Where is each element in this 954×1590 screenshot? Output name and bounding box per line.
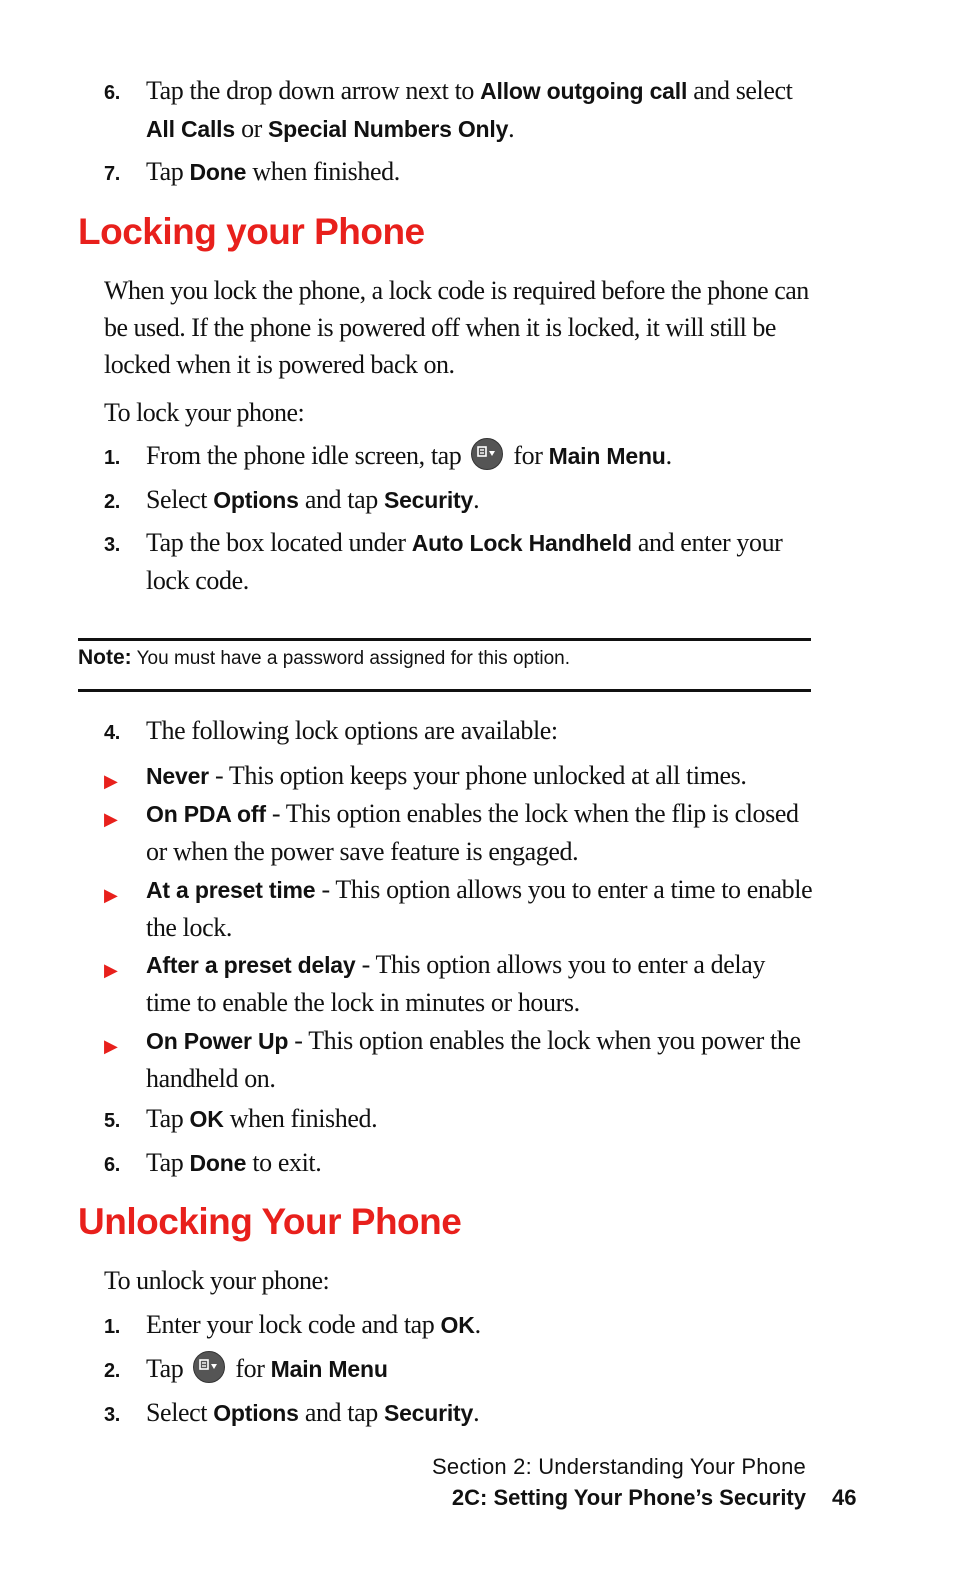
keyword-security: Security xyxy=(383,1400,474,1426)
step-number: 4. xyxy=(104,722,120,744)
step-number: 2. xyxy=(104,1360,120,1382)
lock-step-3: 3. Tap the box located under Auto Lock Handheld and enter your lock code. xyxy=(104,528,783,595)
unlocking-lead: To unlock your phone: xyxy=(104,1266,330,1295)
step-7-done: 7. Tap Done when finished. xyxy=(104,153,814,191)
note-bottom-rule xyxy=(78,689,811,692)
unlock-step-1: 1. Enter your lock code and tap OK. xyxy=(104,1306,814,1344)
locking-intro: When you lock the phone, a lock code is required before the phone can be used. If the phone is powered off when it is locked, it will still be locked when it is powered back on. xyxy=(104,276,809,379)
keyword-options: Options xyxy=(213,487,299,513)
triangle-right-icon: ▶ xyxy=(104,885,118,906)
keyword-all-calls: All Calls xyxy=(146,116,235,142)
triangle-right-icon: ▶ xyxy=(104,771,118,792)
step-6-allow-outgoing: 6. Tap the drop down arrow next to Allow outgoing call and select All Calls or Special Numbers Only. xyxy=(104,76,793,143)
keyword-options: Options xyxy=(213,1400,299,1426)
lock-step-2: 2. Select Options and tap Security. xyxy=(104,481,814,519)
step-number: 6. xyxy=(104,82,120,104)
option-on-power-up: ▶ On Power Up - This option enables the lock when you power the handheld on. xyxy=(104,1026,801,1093)
step-number: 3. xyxy=(104,534,120,556)
keyword-security: Security xyxy=(383,487,474,513)
triangle-right-icon: ▶ xyxy=(104,1036,118,1057)
page-number: 46 xyxy=(832,1485,857,1510)
keyword-allow-outgoing-call: Allow outgoing call xyxy=(480,78,688,104)
locking-lead: To lock your phone: xyxy=(104,398,305,427)
step-number: 6. xyxy=(104,1154,120,1176)
lock-step-6: 6. Tap Done to exit. xyxy=(104,1144,814,1182)
step-number: 7. xyxy=(104,163,120,185)
lock-step-1: 1. From the phone idle screen, tap for Main Menu. xyxy=(104,437,814,475)
keyword-auto-lock-handheld: Auto Lock Handheld xyxy=(411,530,632,556)
step-number: 2. xyxy=(104,491,120,513)
footer-section: Section 2: Understanding Your Phone xyxy=(432,1454,806,1479)
keyword-main-menu: Main Menu xyxy=(270,1356,388,1382)
step-number: 1. xyxy=(104,1316,120,1338)
option-never: ▶ Never - This option keeps your phone unlocked at all times. xyxy=(104,757,814,795)
heading-unlocking-your-phone: Unlocking Your Phone xyxy=(78,1201,462,1242)
keyword-special-numbers-only: Special Numbers Only xyxy=(268,116,509,142)
keyword-main-menu: Main Menu xyxy=(548,443,666,469)
footer-chapter: 2C: Setting Your Phone’s Security xyxy=(451,1485,806,1510)
main-menu-icon xyxy=(193,1351,225,1383)
lock-step-5: 5. Tap OK when finished. xyxy=(104,1100,814,1138)
unlock-step-2: 2. Tap for Main Menu xyxy=(104,1350,814,1388)
keyword-done: Done xyxy=(189,1150,247,1176)
note-label: Note: xyxy=(78,646,132,669)
option-after-preset-delay: ▶ After a preset delay - This option allows you to enter a delay time to enable the lock in minutes or hours. xyxy=(104,950,765,1017)
lock-step-4: 4. The following lock options are available: xyxy=(104,712,814,750)
option-at-preset-time: ▶ At a preset time - This option allows you to enter a time to enable the lock. xyxy=(104,875,813,942)
main-menu-icon xyxy=(471,438,503,470)
keyword-ok: OK xyxy=(440,1312,475,1338)
keyword-ok: OK xyxy=(189,1106,224,1132)
note xyxy=(78,646,811,670)
keyword-done: Done xyxy=(189,159,247,185)
note-top-rule xyxy=(78,638,811,641)
unlock-step-3: 3. Select Options and tap Security. xyxy=(104,1394,814,1432)
option-on-pda-off: ▶ On PDA off - This option enables the lock when the flip is closed or when the power save feature is engaged. xyxy=(104,799,799,866)
step-number: 3. xyxy=(104,1404,120,1426)
note-text: You must have a password assigned for this option. xyxy=(131,648,570,669)
heading-locking-your-phone: Locking your Phone xyxy=(78,211,425,252)
step-number: 1. xyxy=(104,447,120,469)
triangle-right-icon: ▶ xyxy=(104,960,118,981)
step-number: 5. xyxy=(104,1110,120,1132)
triangle-right-icon: ▶ xyxy=(104,809,118,830)
